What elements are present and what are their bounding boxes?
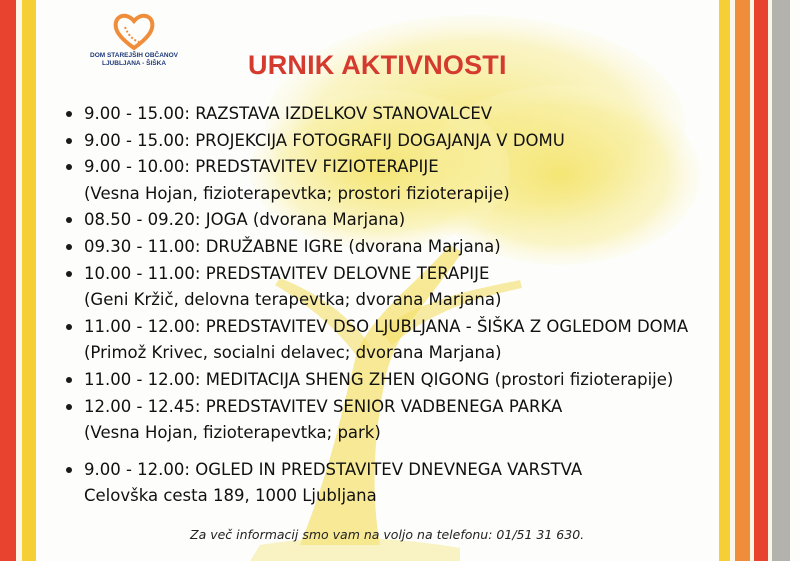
left-stripe-red [0, 0, 16, 561]
schedule-item-text: 09.30 - 11.00: DRUŽABNE IGRE (dvorana Marjana) [84, 236, 501, 256]
right-stripe-red [754, 0, 768, 561]
contact-info-footer: Za več informacij smo vam na voljo na telefonu: 01/51 31 630. [190, 527, 585, 542]
schedule-item [64, 128, 688, 155]
schedule-item-text: 12.00 - 12.45: PREDSTAVITEV SENIOR VADBENEGA PARKA [84, 396, 563, 416]
schedule-item [64, 261, 688, 314]
schedule-item-text: 9.00 - 15.00: PROJEKCIJA FOTOGRAFIJ DOGAJANJA V DOMU [84, 130, 565, 150]
schedule-item-text: 9.00 - 12.00: OGLED IN PREDSTAVITEV DNEVNEGA VARSTVA [84, 459, 583, 479]
schedule-item-detail: (Vesna Hojan, fizioterapevtka; park) [84, 423, 381, 443]
bullet-icon [66, 244, 72, 250]
heart-logo-icon [112, 10, 156, 52]
schedule-item-text: 9.00 - 15.00: RAZSTAVA IZDELKOV STANOVALCEV [84, 104, 493, 123]
schedule-item-detail: (Primož Krivec, socialni delavec; dvorana Marjana) [84, 343, 502, 363]
bullet-icon [66, 164, 72, 170]
schedule-item [64, 367, 688, 394]
bullet-icon [66, 467, 72, 473]
schedule-item [64, 154, 688, 207]
schedule-item [64, 394, 688, 447]
schedule-item [64, 457, 688, 510]
schedule-item-text: 11.00 - 12.00: MEDITACIJA SHENG ZHEN QIGONG (prostori fizioterapije) [84, 369, 674, 389]
bullet-icon [66, 324, 72, 330]
institution-logo [84, 10, 184, 68]
left-stripe-yellow [22, 0, 36, 561]
schedule-item-address: Celovška cesta 189, 1000 Ljubljana [84, 486, 377, 506]
logo-text-line2: LJUBLJANA - ŠIŠKA [101, 60, 167, 67]
schedule-item-text: 9.00 - 10.00: PREDSTAVITEV FIZIOTERAPIJE [84, 157, 439, 177]
schedule-item-detail: (Vesna Hojan, fizioterapevtka; prostori fizioterapije) [84, 183, 510, 203]
bullet-icon [66, 217, 72, 223]
right-stripe-grey [772, 0, 790, 561]
bullet-icon [66, 138, 72, 144]
bullet-icon [66, 404, 72, 410]
activity-schedule-list [64, 101, 688, 510]
schedule-item-text: 10.00 - 11.00: PREDSTAVITEV DELOVNE TERAPIJE [84, 263, 490, 283]
schedule-item [64, 234, 688, 261]
schedule-item-text: 08.50 - 09.20: JOGA (dvorana Marjana) [84, 210, 406, 230]
right-stripe-yellow [719, 0, 730, 561]
schedule-item [64, 101, 688, 128]
schedule-item-text: 11.00 - 12.00: PREDSTAVITEV DSO LJUBLJANA - ŠIŠKA Z OGLEDOM DOMA [84, 316, 689, 336]
schedule-item [64, 314, 688, 367]
bullet-icon [66, 377, 72, 383]
bullet-icon [66, 271, 72, 277]
schedule-item-detail: (Geni Kržič, delovna terapevtka; dvorana Marjana) [84, 290, 502, 310]
right-stripe-orange [735, 0, 750, 561]
logo-text-line1: DOM STAREJŠIH OBČANOV [90, 52, 178, 59]
schedule-item [64, 207, 688, 234]
page-title: URNIK AKTIVNOSTI [248, 50, 507, 80]
bullet-icon [66, 111, 72, 117]
